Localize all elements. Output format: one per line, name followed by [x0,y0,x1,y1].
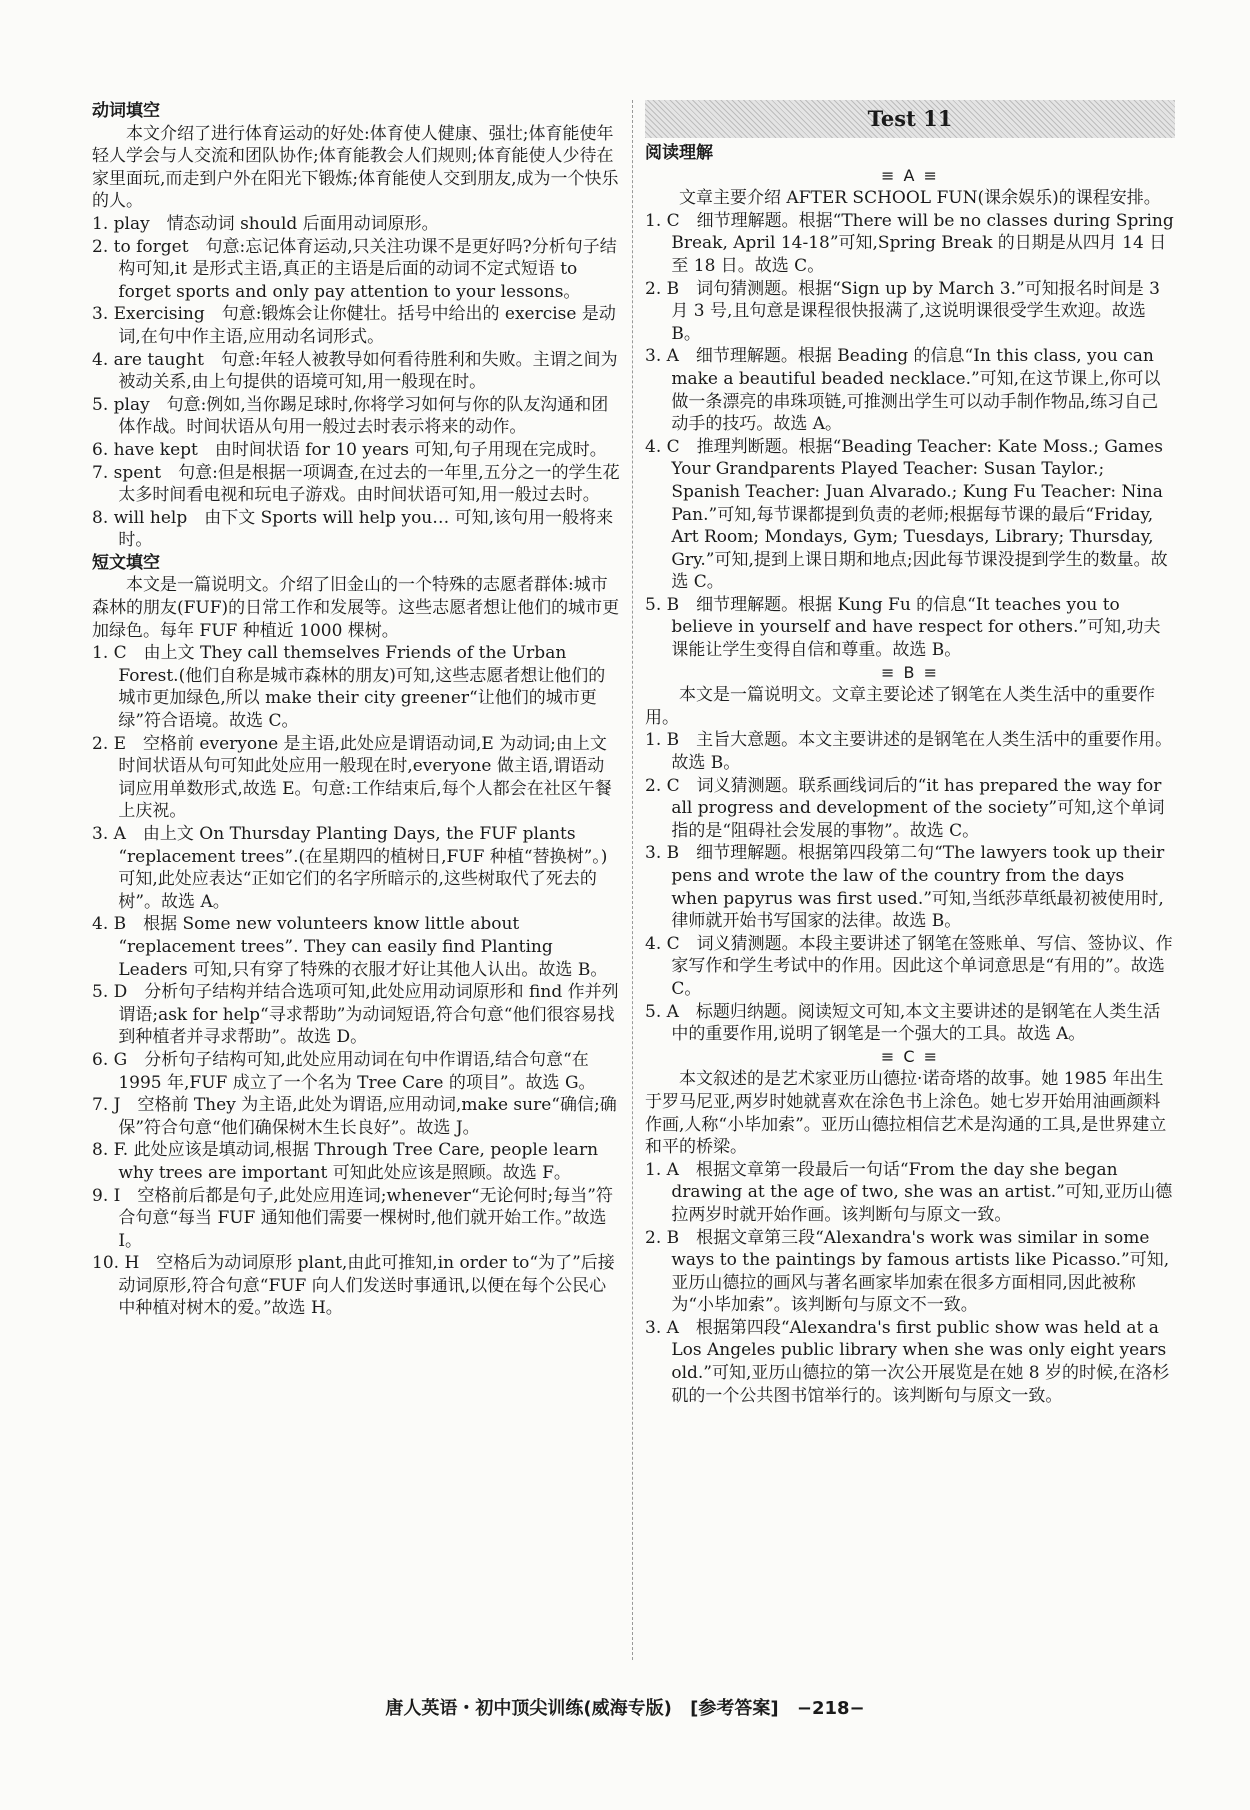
answer-item: 8. F. 此处应该是填动词,根据 Through Tree Care, people learn why trees are important 可知此处应该是照顾。故选 F。 [92,1140,599,1183]
answer-item: 7. spent 句意:但是根据一项调查,在过去的一年里,五分之一的学生花太多时间看电视和玩电子游戏。由时间状语可知,用一般过去时。 [92,462,620,506]
answer-item: 3. A 由上文 On Thursday Planting Days, the FUF plants “replacement trees”.(在星期四的植树日,FUF 种植“替换树”。)可知,此处应表达“正如它们的名字所暗示的,这些树取代了死去的树”。故选 A。 [92,824,608,912]
answer-item: 1. B 主旨大意题。本文主要讲述的是钢笔在人类生活中的重要作用。故选 B。 [645,730,1173,774]
right-column-body [645,142,1175,1407]
answer-item: 3. B 细节理解题。根据第四段第二句“The lawyers took up their pens and wrote the law of the country from the days when papyrus was first used.”可知,当纸莎草纸最初被使用时,律师就开始书写国家的法律。故选 B。 [645,843,1165,932]
page-footer [0,1694,1250,1720]
passage-marker: ≡ B ≡ [881,662,939,682]
answer-item: 8. will help 由下文 Sports will help you… 可知,该句用一般将来时。 [92,507,614,551]
answer-item: 9. I 空格前后都是句子,此处应用连词;whenever“无论何时;每当”符合句意“每当 FUF 通知他们需要一棵树时,他们就开始工作。”故选 I。 [92,1185,613,1251]
column-divider [632,100,633,1660]
page-number: −218− [796,1698,865,1719]
intro-paragraph: 本文是一篇说明文。文章主要论述了钢笔在人类生活中的重要作用。 [645,685,1155,728]
answer-item: 2. B 词句猜测题。根据“Sign up by March 3.”可知报名时间是 3 月 3 号,且句意是课程很快报满了,这说明课很受学生欢迎。故选 B。 [645,278,1160,344]
section-heading: 阅读理解 [645,143,713,163]
answer-item: 2. to forget 句意:忘记体育运动,只关注功课不是更好吗?分析句子结构可知,it 是形式主语,真正的主语是后面的动词不定式短语 to forget sports and only pay attention to your lessons。 [92,236,617,302]
answer-item: 2. C 词义猜测题。联系画线词后的“it has prepared the way for all progress and development of the society”可知,这个单词指的是“阻碍社会发展的事物”。故选 C。 [645,775,1165,841]
answer-item: 4. C 推理判断题。根据“Beading Teacher: Kate Moss.; Games Your Grandparents Played Teacher: Susan Taylor.; Spanish Teacher: Juan Alvarado.; Kung Fu Teacher: Nina Pan.”可知,每节课都提到负责的老师;根据每节课的最后“Friday, Art Room; Mondays, Gym; Tuesdays, Library; Thursday, Gry.”可知,提到上课日期和地点;因此每节课没提到学生的数量。故选 C。 [645,436,1168,593]
answer-item: 5. play 句意:例如,当你踢足球时,你将学习如何与你的队友沟通和团体作战。时间状语从句用一般过去时表示将来的动作。 [92,394,609,438]
answer-item: 1. A 根据文章第一段最后一句话“From the day she began drawing at the age of two, she was an artist.”可知,亚历山德拉两岁时就开始作画。该判断句与原文一致。 [645,1159,1173,1225]
answer-item: 3. A 细节理解题。根据 Beading 的信息“In this class, you can make a beautiful beaded necklace.”可知,在这节课上,你可以做一条漂亮的串珠项链,可推测出学生可以动手制作物品,练习自己动手的技巧。故选 A。 [645,346,1161,435]
test-banner [645,100,1175,138]
answer-item: 5. B 细节理解题。根据 Kung Fu 的信息“It teaches you to believe in yourself and have respect for others.”可知,功夫课能让学生变得自信和尊重。故选 B。 [645,594,1161,661]
answer-item: 5. A 标题归纳题。阅读短文可知,本文主要讲述的是钢笔在人类生活中的重要作用,说明了钢笔是一个强大的工具。故选 A。 [645,1001,1161,1045]
intro-paragraph: 文章主要介绍 AFTER SCHOOL FUN(课余娱乐)的课程安排。 [679,188,1161,209]
answer-item: 4. are taught 句意:年轻人被教导如何看待胜利和失败。主谓之间为被动关系,由上句提供的语境可知,用一般现在时。 [92,349,618,393]
intro-paragraph: 本文介绍了进行体育运动的好处:体育使人健康、强壮;体育能使年轻人学会与人交流和团队协作;体育能教会人们规则;体育能使人少待在家里面玩,而走到户外在阳光下锻炼;体育能使人交到朋友,成为一个快乐的人。 [92,123,619,212]
passage-marker: ≡ C ≡ [880,1046,940,1066]
footer-book-title: 唐人英语・初中顶尖训练(威海专版) [385,1698,672,1719]
answer-item: 6. have kept 由时间状语 for 10 years 可知,句子用现在完成时。 [92,439,607,460]
answer-item: 7. J 空格前 They 为主语,此处为谓语,应用动词,make sure“确信;确保”符合句意“他们确保树木生长良好”。故选 J。 [92,1095,617,1138]
answer-item: 6. G 分析句子结构可知,此处应用动词在句中作谓语,结合句意“在 1995 年,FUF 成立了一个名为 Tree Care 的项目”。故选 G。 [92,1049,596,1093]
section-heading: 短文填空 [92,552,160,573]
intro-paragraph: 本文叙述的是艺术家亚历山德拉·诺奇塔的故事。她 1985 年出生于罗马尼亚,两岁时她就喜欢在涂色书上涂色。她七岁开始用油画颜料作画,人称“小毕加索”。亚历山德拉相信艺术是沟通的工具,是世界建立和平的桥梁。 [645,1069,1167,1158]
answer-item: 5. D 分析句子结构并结合选项可知,此处应用动词原形和 find 作并列谓语;ask for help“寻求帮助”为动词短语,符合句意“他们很容易找到种植者并寻求帮助”。故选 D。 [92,982,619,1048]
passage-marker: ≡ A ≡ [881,165,939,185]
right-column [645,100,1175,1407]
answer-item: 2. E 空格前 everyone 是主语,此处应是谓语动词,E 为动词;由上文时间状语从句可知此处应用一般现在时,everyone 做主语,谓语动词应用单数形式,故选 E。句意:工作结束后,每个人都会在社区午餐上庆祝。 [92,733,612,822]
test-title: Test 11 [867,105,953,131]
answer-item: 4. C 词义猜测题。本段主要讲述了钢笔在签账单、写信、签协议、作家写作和学生考试中的作用。因此这个单词意思是“有用的”。故选 C。 [645,933,1173,999]
footer-section: [参考答案] [690,1698,779,1719]
answer-item: 1. play 情态动词 should 后面用动词原形。 [92,213,439,234]
answer-item: 3. A 根据第四段“Alexandra's first public show was held at a Los Angeles public library when she was only eight years old.”可知,亚历山德拉的第一次公开展览是在她 8 岁的时候,在洛杉矶的一个公共图书馆举行的。该判断句与原文一致。 [645,1317,1170,1406]
section-heading: 动词填空 [92,101,160,121]
intro-paragraph: 本文是一篇说明文。介绍了旧金山的一个特殊的志愿者群体:城市森林的朋友(FUF)的日常工作和发展等。这些志愿者想让他们的城市更加绿色。每年 FUF 种植近 1000 棵树。 [92,575,620,641]
answer-item: 2. B 根据文章第三段“Alexandra's work was similar in some ways to the paintings by famous artists like Picasso.”可知,亚历山德拉的画风与著名画家毕加索在很多方面相同,因此被称为“小毕加索”。该判断句与原文不一致。 [645,1227,1170,1316]
left-column [92,100,620,1320]
answer-item: 1. C 细节理解题。根据“There will be no classes during Spring Break, April 14-18”可知,Spring Break 的日期是从四月 14 日至 18 日。故选 C。 [645,210,1174,276]
answer-item: 4. B 根据 Some new volunteers know little about “replacement trees”. They can easily find Planting Leaders 可知,只有穿了特殊的衣服才好让其他人认出。故选 B。 [92,914,608,980]
answer-item: 1. C 由上文 They call themselves Friends of the Urban Forest.(他们自称是城市森林的朋友)可知,这些志愿者想让他们的城市更加绿色,所以 make their city greener“让他们的城市更绿”符合语境。故选 C。 [92,643,606,732]
answer-item: 3. Exercising 句意:锻炼会让你健壮。括号中给出的 exercise 是动词,在句中作主语,应用动名词形式。 [92,304,616,347]
answer-item: 10. H 空格后为动词原形 plant,由此可推知,in order to“为了”后接动词原形,符合句意“FUF 向人们发送时事通讯,以便在每个公民心中种植对树木的爱。”故选 H。 [92,1253,615,1319]
